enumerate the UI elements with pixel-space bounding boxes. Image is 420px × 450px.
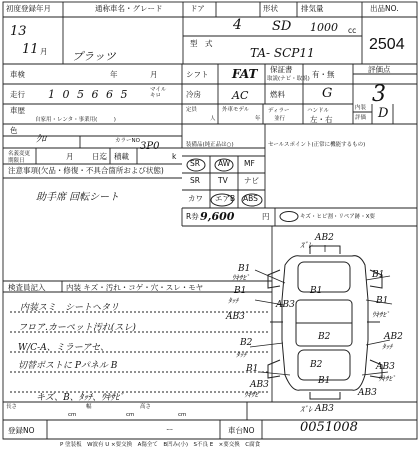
interior-label: 内装 <box>355 105 367 111</box>
cc-unit: cc <box>348 26 357 35</box>
capacity-label: 定員 <box>186 107 198 113</box>
equip-cell-1-0: SR <box>190 176 200 185</box>
equip-circles <box>184 157 264 207</box>
diagram-note-7: ﾀｯﾁ <box>236 351 247 359</box>
damage-legend-icon <box>278 210 300 223</box>
inspector-legend: 内装 キズ・汚れ・コゲ・穴・スレ・モヤ <box>66 283 204 292</box>
name-grade-label: 通称車名・グレード <box>95 4 163 13</box>
diagram-mark-5: AB3 <box>276 300 295 310</box>
car-name: プラッツ <box>72 50 116 63</box>
equip-cell-0-1: AW <box>218 159 231 168</box>
height-label: 高さ <box>140 404 152 410</box>
dealer-label: ディラー <box>268 108 290 114</box>
inspector-line-6: キズ、B、ﾀｯﾁ、ｳｷｻﾋﾞ <box>36 393 124 403</box>
diagram-mark-12: B2 <box>240 338 253 348</box>
capacity-unit: 人 <box>210 116 216 122</box>
length-label: 長さ <box>6 404 18 410</box>
shift-value: FAT <box>232 67 258 81</box>
exterior-model-label: 外車モデル <box>222 107 250 113</box>
color-label: 色 <box>10 126 18 135</box>
notes-title: 注意事項(欠品・修復・不具合箇所および状態) <box>8 166 164 175</box>
warranty-options: 有・無 <box>312 70 335 79</box>
diagram-mark-15: B1 <box>246 364 259 374</box>
inspection-label: 車検 <box>10 70 25 79</box>
width-label: 幅 <box>86 404 92 410</box>
height-cm: cm <box>178 412 187 418</box>
inspection-month-unit: 月 <box>150 70 158 79</box>
diagram-mark-8: B1 <box>372 270 385 280</box>
mileage-label: 走行 <box>10 90 25 99</box>
equip-cell-2-2: ABS <box>243 194 258 203</box>
equip-cell-0-0: SR <box>190 159 200 168</box>
listing-no-value: 2504 <box>369 36 405 53</box>
inspector-line-4: 切替ポストに Pパネル B <box>18 361 118 371</box>
equip-cell-0-2: MF <box>244 159 255 168</box>
diagram-mark-13: B2 <box>310 360 323 370</box>
diagram-note-9: ｽﾞﾚ <box>300 405 312 414</box>
reg-no-label: 登録NO <box>8 426 35 435</box>
equip-cell-1-1: TV <box>218 176 228 185</box>
score-label: 評価点 <box>368 65 391 74</box>
equip-cell-2-0: カワ <box>188 194 203 203</box>
listing-no-label: 出品NO. <box>370 4 399 13</box>
color-no-label: カラーNO <box>115 138 140 144</box>
shape-label: 形状 <box>263 4 278 13</box>
model-value: TA- SCP11 <box>250 46 315 60</box>
diagram-mark-6: AB3 <box>226 312 245 322</box>
name-change-label: 名義変更 <box>8 151 31 157</box>
length-cm: cm <box>68 412 77 418</box>
warranty-sub: 取説(ナビ・取説) <box>267 76 310 82</box>
color-no-value: 3P0 <box>140 141 160 152</box>
damage-legend: キズ・ヒビ割・リペア跡・X要 <box>300 214 376 220</box>
diagram-mark-10: AB2 <box>384 332 403 342</box>
recycle-label: R券 <box>186 212 199 221</box>
recycle-value: 9,600 <box>200 210 235 223</box>
diagram-note-5: ﾀｯﾁ <box>382 343 393 351</box>
chassis-value: 0051008 <box>300 420 358 435</box>
diagram-note-1: ｽﾞﾚ <box>300 241 312 250</box>
displacement-value: 1000 <box>310 21 338 34</box>
fuel-label: 燃料 <box>270 90 285 99</box>
notes-line-1: 助手席 回転シート <box>36 192 120 203</box>
fuel-value: G <box>322 86 333 101</box>
reg-no-dash: ー <box>166 425 174 434</box>
recycle-unit: 円 <box>262 212 270 221</box>
equip-cell-1-2: ナビ <box>244 176 259 185</box>
inspector-title: 検査員記入 <box>8 283 46 292</box>
ac-value: AC <box>232 89 249 102</box>
diagram-mark-1: AB2 <box>315 233 334 243</box>
ac-label: 冷房 <box>186 90 201 99</box>
diagram-mark-14: B1 <box>318 376 331 386</box>
warranty-label: 保証書 <box>270 65 293 74</box>
mileage-value: 1 0 5 6 6 5 <box>48 88 130 101</box>
diagram-note-3: ﾀｯﾁ <box>228 297 239 305</box>
interior-sub: 評価 <box>355 115 367 121</box>
inspector-line-3: W/C-A、ミラーアセ、 <box>18 343 110 353</box>
name-change-label2: 期限日 <box>8 158 25 164</box>
diagram-mark-3: B1 <box>234 286 247 296</box>
diagram-note-6: ｳｷｻﾋﾞ <box>378 375 396 383</box>
kg-unit: k <box>172 152 177 161</box>
loaded-label: 積載 <box>114 152 129 161</box>
equip-cell-2-1: エアB <box>215 194 236 203</box>
history-sub: 自家用・レンタ・事業用( ) <box>35 117 116 123</box>
first-reg-year: 13 <box>10 24 27 39</box>
handle-value: 左・右 <box>310 115 333 124</box>
score-value: 3 <box>372 82 386 107</box>
displacement-label: 排気量 <box>301 4 324 13</box>
diagram-mark-16: AB3 <box>250 380 269 390</box>
diagram-mark-7: B2 <box>318 332 331 342</box>
exterior-model-unit: 年 <box>255 116 261 122</box>
diagram-note-4: ｳｷｻﾋﾞ <box>372 311 390 319</box>
footer-legend: P 塗装板 W波有 U ×要交換 A傷全て B凹み(小) S不良 E ×要交換 C腐食 <box>60 442 261 448</box>
chassis-label: 車台NO <box>228 426 255 435</box>
diagram-mark-4: B1 <box>310 286 323 296</box>
history-label: 車歴 <box>10 106 25 115</box>
diagram-mark-17: AB3 <box>315 404 334 414</box>
door-value: 4 <box>233 17 242 33</box>
width-cm: cm <box>126 412 135 418</box>
inspector-line-2: フロア.カーペット汚れ(スレ) <box>18 323 136 333</box>
sellpoint-title: セールスポイント(正常に機能するもの) <box>268 142 366 148</box>
diagram-mark-9: B1 <box>376 296 389 306</box>
handle-label: ハンドル <box>307 108 330 114</box>
name-change-day-unit: 日迄 <box>92 152 107 161</box>
diagram-mark-18: AB3 <box>358 388 377 398</box>
first-reg-month: 11 <box>22 42 39 57</box>
color-value: ｸﾛ <box>36 134 46 145</box>
first-reg-label: 初度登録年月 <box>6 4 51 13</box>
diagram-note-2: ｳｷｻﾋﾞ <box>232 274 250 282</box>
diagram-arrows <box>250 245 392 375</box>
diagram-mark-2: B1 <box>238 264 251 274</box>
mileage-unit: マイル キロ <box>150 87 167 99</box>
shift-label: シフト <box>186 70 209 79</box>
dealer-value: 並行 <box>274 116 286 122</box>
month-unit: 月 <box>40 47 48 56</box>
door-label: ドア <box>190 4 205 13</box>
interior-value: D <box>378 106 389 121</box>
equipment-title: 装備品(純正品は○) <box>186 142 234 148</box>
name-change-month-unit: 月 <box>66 152 74 161</box>
inspector-line-1: 内装スミ シートヘタリ <box>20 303 120 313</box>
model-label: 型 式 <box>190 39 213 48</box>
shape-value: SD <box>272 19 292 34</box>
diagram-mark-11: AB3 <box>376 362 395 372</box>
inspection-year-unit: 年 <box>110 70 118 79</box>
diagram-note-8: ｳｷｻﾋﾞ <box>244 391 262 399</box>
